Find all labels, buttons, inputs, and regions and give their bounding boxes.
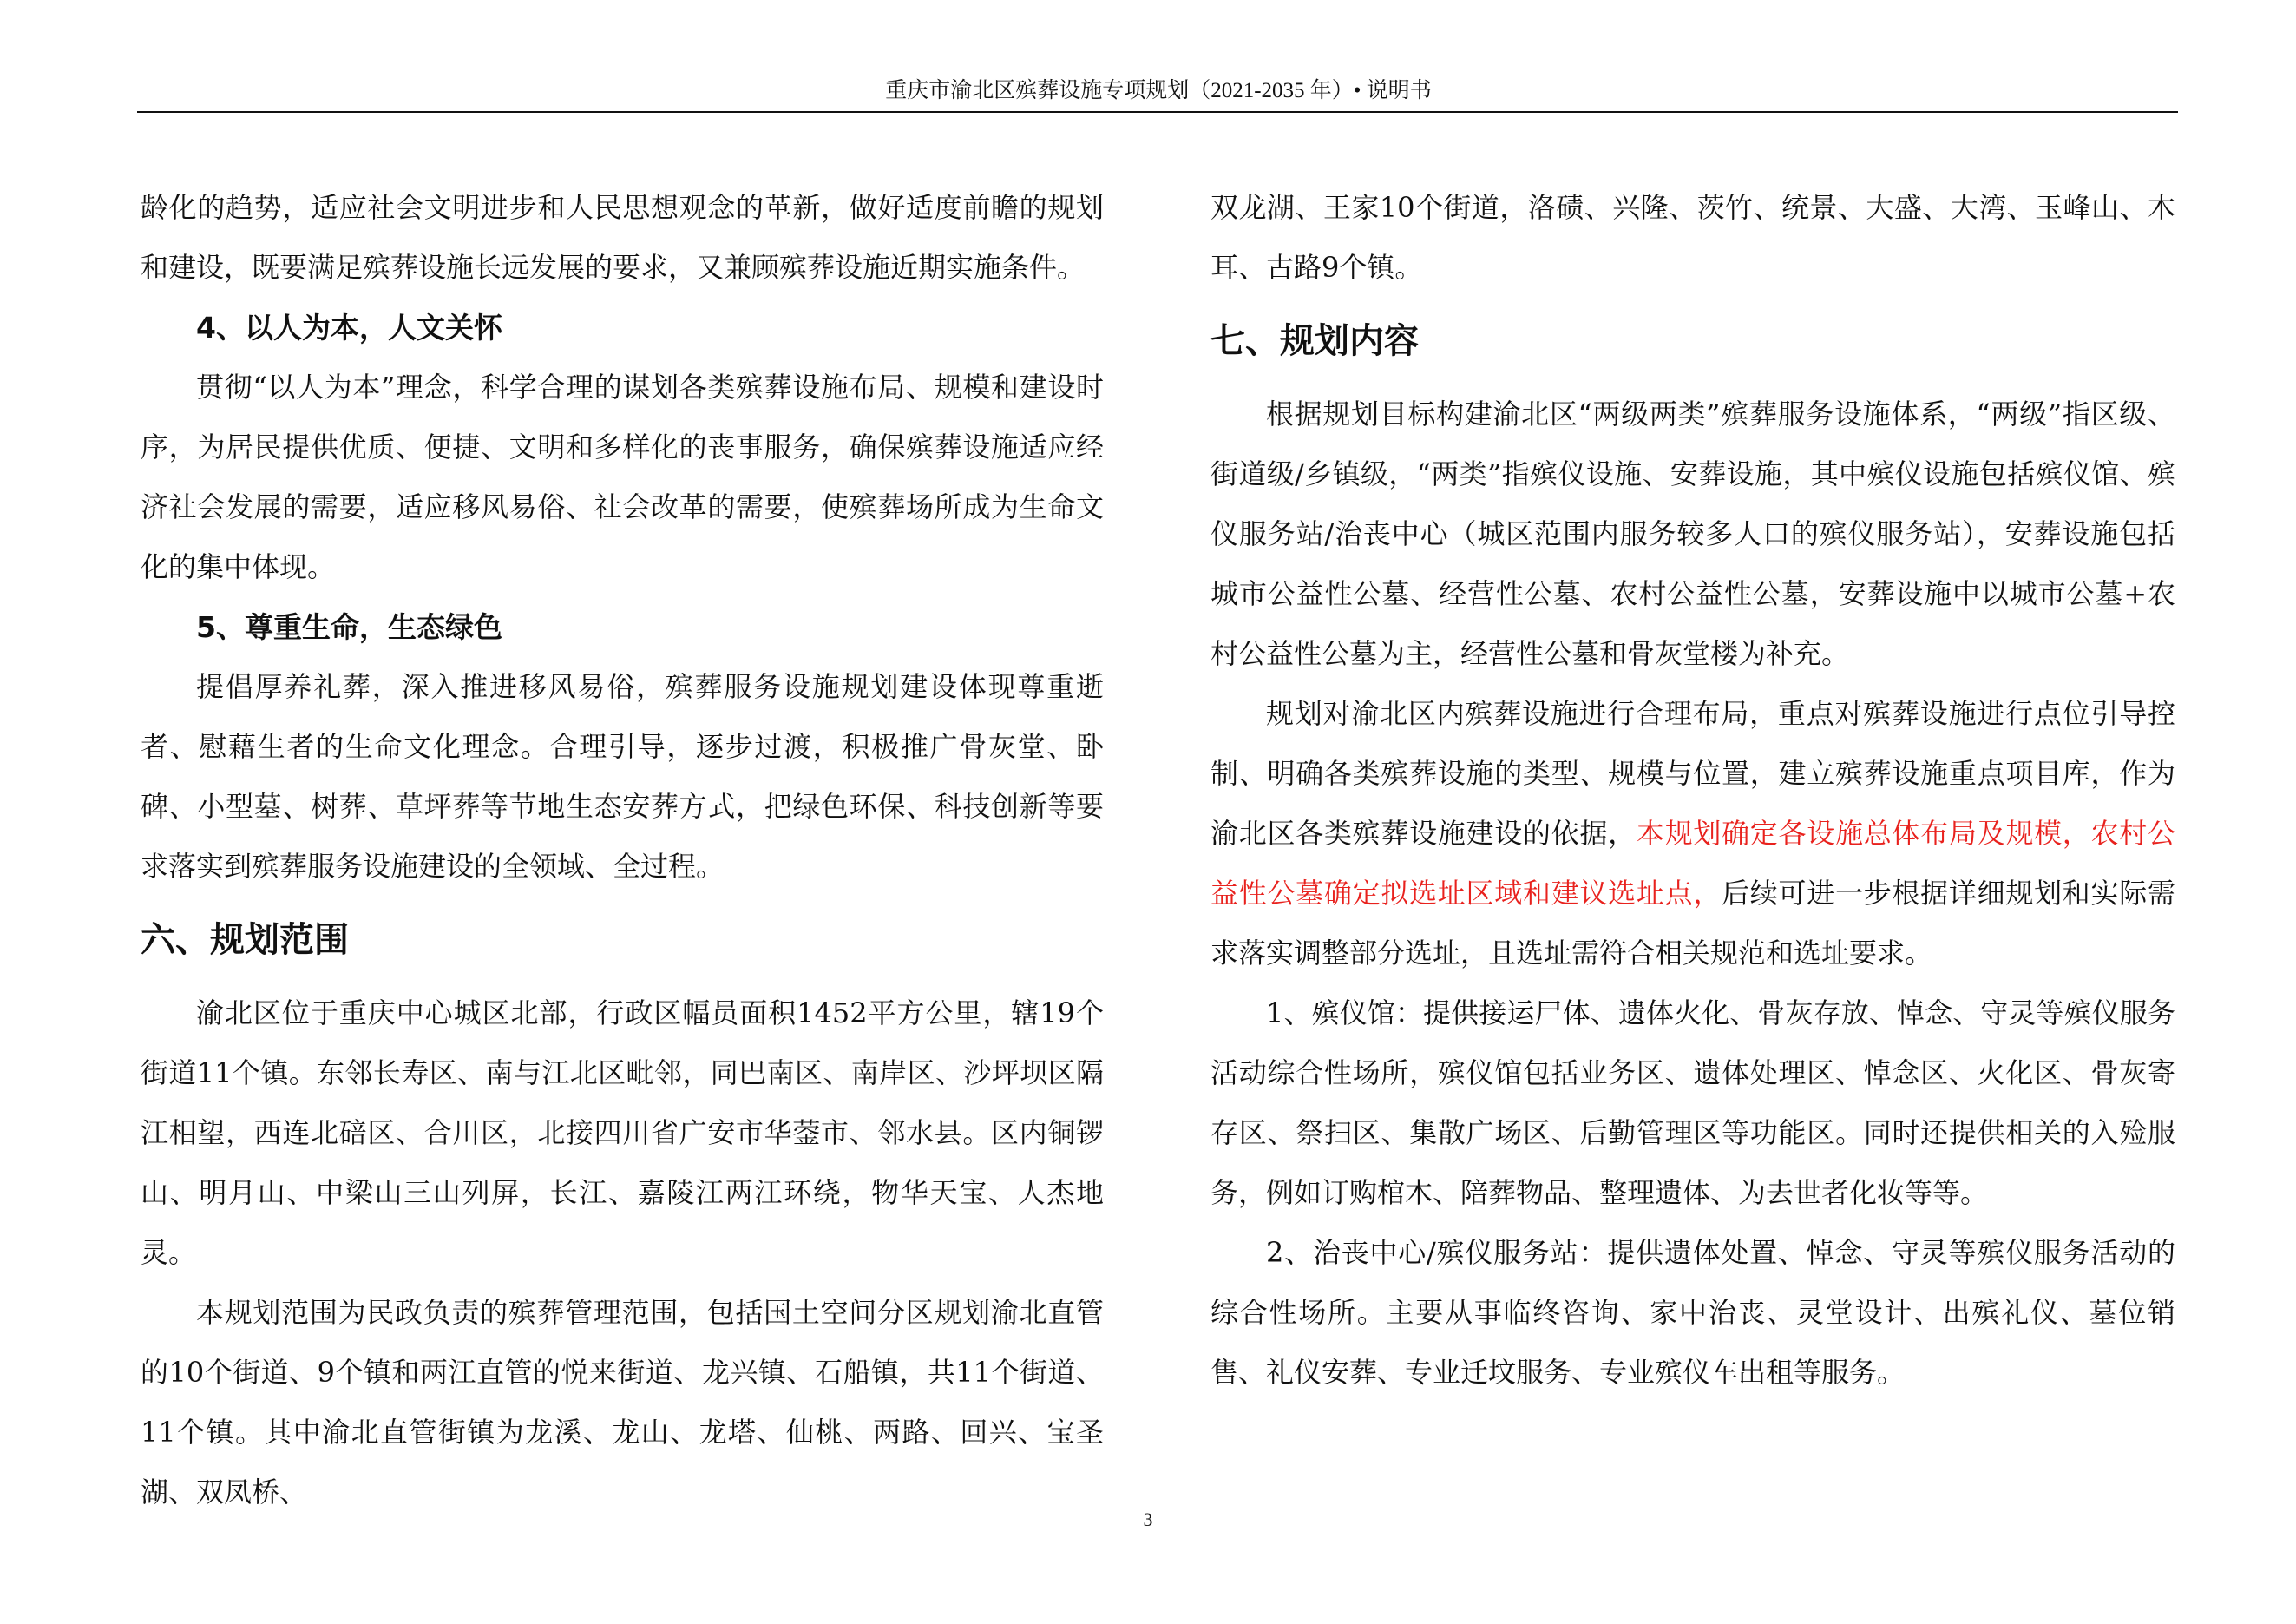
paragraph-facility-system: 根据规划目标构建渝北区“两级两类”殡葬服务设施体系，“两级”指区级、街道级/乡镇级，“两类”指殡仪设施、安葬设施，其中殡仪设施包括殡仪馆、殡仪服务站/治丧中心（城区范围内服务较多人口的殡仪服务站），安葬设施包括城市公益性公墓、经营性公墓、农村公益性公墓，安葬设施中以城市公墓+农村公益性公墓为主，经营性公墓和骨灰堂楼为补充。 <box>1210 398 2175 670</box>
paragraph-continued: 龄化的趋势，适应社会文明进步和人民思想观念的革新，做好适度前瞻的规划和建设，既要满足殡葬设施长远发展的要求，又兼顾殡葬设施近期实施条件。 <box>141 191 1104 284</box>
heading-respect-life: 5、尊重生命，生态绿色 <box>196 610 502 644</box>
paragraph-service-station: 2、治丧中心/殡仪服务站：提供遗体处置、悼念、守灵等殡仪服务活动的综合性场所。主要从事临终咨询、家中治丧、灵堂设计、出殡礼仪、墓位销售、礼仪安葬、专业迁坟服务、专业殡仪车出租等服务。 <box>1210 1236 2175 1389</box>
heading-people-oriented: 4、以人为本，人文关怀 <box>196 311 502 345</box>
page-number: 3 <box>1143 1509 1153 1530</box>
paragraph-people-oriented: 贯彻“以人为本”理念，科学合理的谋划各类殡葬设施布局、规模和建设时序，为居民提供优质、便捷、文明和多样化的丧事服务，确保殡葬设施适应经济社会发展的需要，适应移风易俗、社会改革的需要，使殡葬场所成为生命文化的集中体现。 <box>141 371 1104 583</box>
paragraph-layout-plan <box>1210 684 2175 983</box>
layout-plan-text: 规划对渝北区内殡葬设施进行合理布局，重点对殡葬设施进行点位引导控制、明确各类殡葬设施的类型、规模与位置，建立殡葬设施重点项目库，作为渝北区各类殡葬设施建设的依据， <box>1210 697 2175 850</box>
highlighted-text: 本规划确定各设施总体布局及规模，农村公益性公墓确定拟选址区域和建议选址点， <box>1210 817 2175 910</box>
left-column <box>141 178 1104 1522</box>
header-rule <box>137 111 2178 113</box>
paragraph-funeral-home: 1、殡仪馆：提供接运尸体、遗体火化、骨灰存放、悼念、守灵等殡仪服务活动综合性场所，殡仪馆包括业务区、遗体处理区、悼念区、火化区、骨灰寄存区、祭扫区、集散广场区、后勤管理区等功能区。同时还提供相关的入殓服务，例如订购棺木、陪葬物品、整理遗体、为去世者化妆等等。 <box>1210 996 2175 1209</box>
paragraph-continued-right: 双龙湖、王家10个街道，洛碛、兴隆、茨竹、统景、大盛、大湾、玉峰山、木耳、古路9个镇。 <box>1210 191 2175 284</box>
paragraph-planning-scope: 本规划范围为民政负责的殡葬管理范围，包括国土空间分区规划渝北直管的10个街道、9个镇和两江直管的悦来街道、龙兴镇、石船镇，共11个街道、11个镇。其中渝北直管街镇为龙溪、龙山、龙塔、仙桃、两路、回兴、宝圣湖、双凤桥、 <box>141 1296 1104 1509</box>
layout-plan-text-end: 后续可进一步根据详细规划和实际需求落实调整部分选址，且选址需符合相关规范和选址要求。 <box>1210 877 2175 970</box>
heading-planning-content: 七、规划内容 <box>1210 321 1419 361</box>
paragraph-district-overview: 渝北区位于重庆中心城区北部，行政区幅员面积1452平方公里，辖19个街道11个镇。东邻长寿区、南与江北区毗邻，同巴南区、南岸区、沙坪坝区隔江相望，西连北碚区、合川区，北接四川省广安市华蓥市、邻水县。区内铜锣山、明月山、中梁山三山列屏，长江、嘉陵江两江环绕，物华天宝、人杰地灵。 <box>141 996 1104 1269</box>
heading-planning-scope: 六、规划范围 <box>141 920 349 960</box>
paragraph-respect-life: 提倡厚养礼葬，深入推进移风易俗，殡葬服务设施规划建设体现尊重逝者、慰藉生者的生命文化理念。合理引导，逐步过渡，积极推广骨灰堂、卧碑、小型墓、树葬、草坪葬等节地生态安葬方式，把绿色环保、科技创新等要求落实到殡葬服务设施建设的全领域、全过程。 <box>141 670 1104 883</box>
right-column <box>1210 178 2175 1403</box>
running-header: 重庆市渝北区殡葬设施专项规划（2021-2035 年）• 说明书 <box>885 79 1432 102</box>
